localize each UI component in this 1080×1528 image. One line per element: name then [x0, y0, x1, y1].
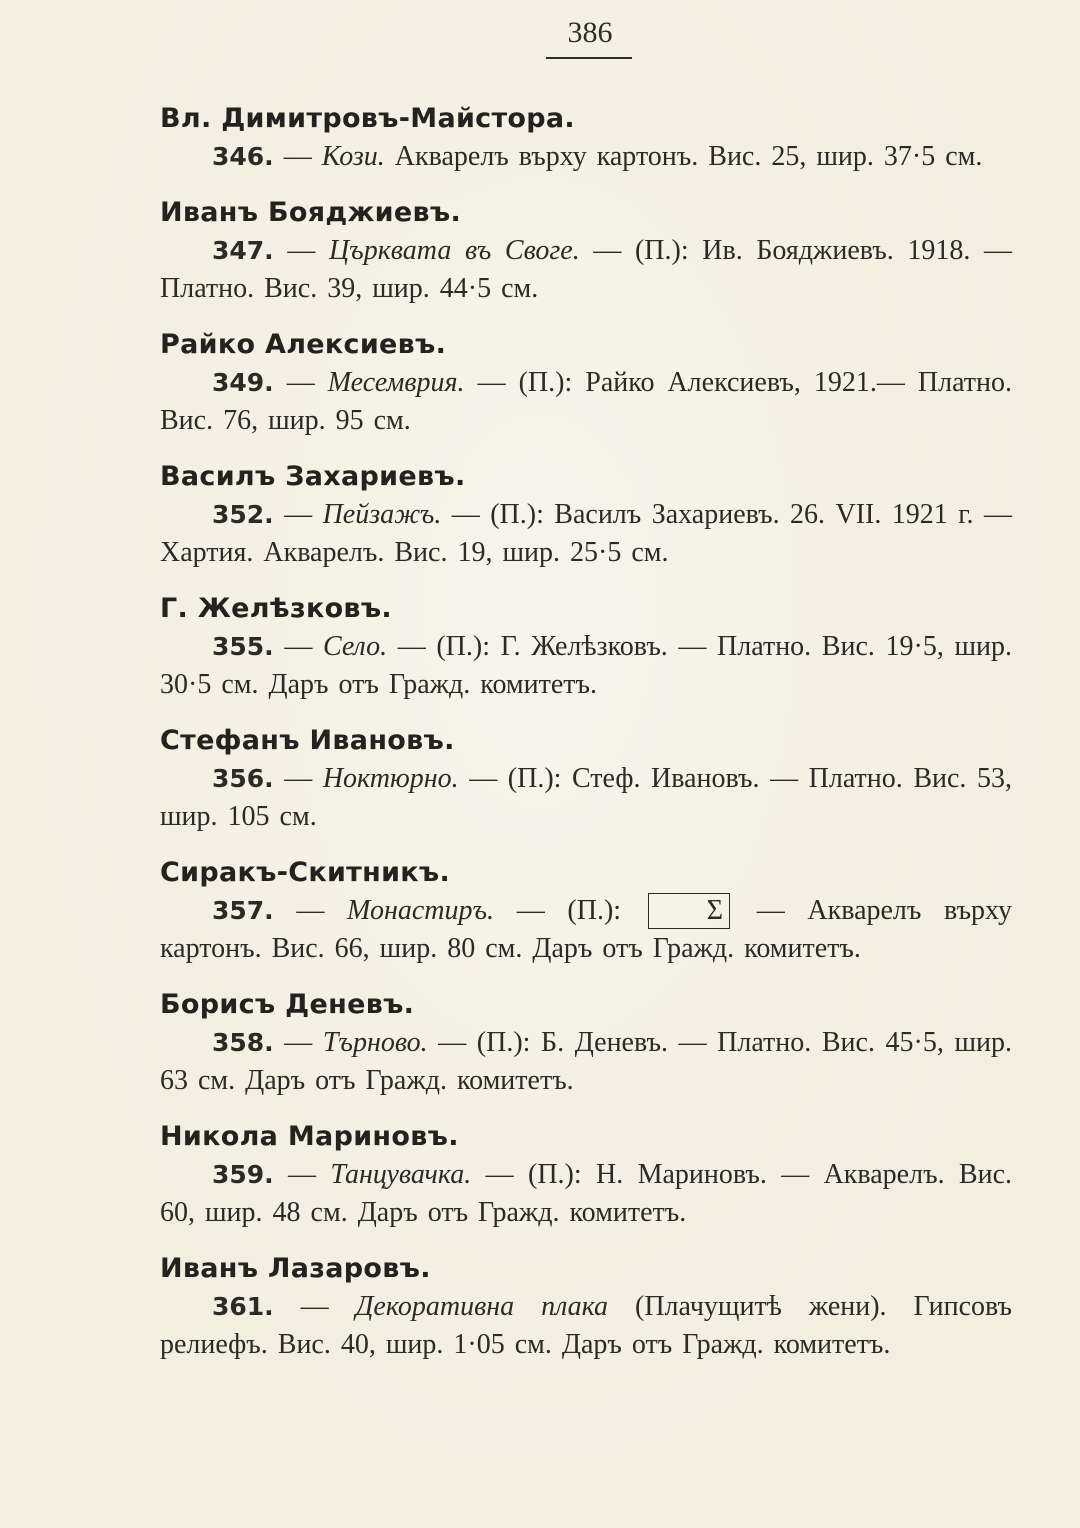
artwork-description [160, 1156, 1012, 1232]
artist-name: Сиракъ-Скитникъ. [160, 857, 451, 888]
artwork-title: Месемврия. [327, 367, 465, 398]
artwork-details: — Акварелъ върху картонъ. Вис. 66, шир. 80 см. Даръ отъ Гражд. комитетъ. [160, 895, 1012, 964]
artist-name: Г. Желѣзковъ. [160, 593, 392, 624]
dash: — [273, 1291, 356, 1322]
artwork-title: Монастиръ. [347, 895, 495, 926]
artwork-title: Село. [322, 631, 388, 662]
artwork-details: — (П.): Б. Деневъ. — Платно. Вис. 45·5, шир. 63 см. Даръ отъ Гражд. комитетъ. [160, 1027, 1012, 1096]
artwork-details: — (П.): Г. Желѣзковъ. — Платно. Вис. 19·5, шир. 30·5 см. Даръ отъ Гражд. комитетъ. [160, 631, 1013, 700]
item-number: 349. [212, 368, 274, 397]
artwork-description [160, 138, 1012, 176]
item-number: 346. [212, 142, 274, 171]
item-number: 359. [212, 1160, 274, 1189]
item-number: 361. [212, 1292, 274, 1321]
catalog-entries [160, 100, 1012, 1382]
artist-name: Борисъ Деневъ. [160, 989, 415, 1020]
dash: — [273, 367, 328, 398]
item-number: 355. [212, 632, 274, 661]
artist-name: Райко Алексиевъ. [160, 329, 447, 360]
catalog-entry [160, 722, 1012, 836]
dash: — [273, 763, 323, 794]
page-number-underline [546, 57, 632, 59]
artwork-details: — (П.): Н. Мариновъ. — Акварелъ. Вис. 60, шир. 48 см. Даръ отъ Гражд. комитетъ. [160, 1159, 1013, 1228]
artist-name: Вл. Димитровъ-Майстора. [160, 103, 575, 134]
catalog-entry [160, 100, 1012, 176]
artwork-title: Танцувачка. [330, 1159, 472, 1190]
artist-name: Иванъ Бояджиевъ. [160, 197, 462, 228]
artwork-details-prefix: — (П.): [494, 895, 644, 926]
artwork-description [160, 892, 1012, 968]
artwork-title: Пейзажъ. [322, 499, 442, 530]
artwork-details: — (П.): Василъ Захариевъ. 26. VII. 1921 г. — Хартия. Акварелъ. Вис. 19, шир. 25·5 см. [160, 499, 1012, 568]
item-number: 352. [212, 500, 274, 529]
artwork-description [160, 1024, 1012, 1100]
item-number: 357. [212, 896, 274, 925]
catalog-entry [160, 1250, 1012, 1364]
artwork-description [160, 628, 1012, 704]
artwork-title: Кози. [321, 141, 385, 172]
artwork-details: (Плачущитѣ жени). Гипсовъ релиефъ. Вис. 40, шир. 1·05 см. Даръ отъ Гражд. комитетъ. [160, 1291, 1013, 1360]
artwork-description [160, 1288, 1012, 1364]
item-number: 347. [212, 236, 274, 265]
dash: — [273, 631, 323, 662]
catalog-entry [160, 458, 1012, 572]
catalog-entry [160, 986, 1012, 1100]
artist-name: Василъ Захариевъ. [160, 461, 466, 492]
catalog-entry [160, 194, 1012, 308]
artwork-details: — (П.): Ив. Бояджиевъ. 1918. — Платно. Вис. 39, шир. 44·5 см. [160, 235, 1012, 304]
artwork-details: Акварелъ върху картонъ. Вис. 25, шир. 37·5 см. [384, 141, 983, 172]
dash: — [273, 1027, 323, 1058]
dash: — [273, 1159, 331, 1190]
artist-name: Иванъ Лазаровъ. [160, 1253, 431, 1284]
monogram-sigma-mark: Σ [648, 893, 730, 929]
artwork-title: Ноктюрно. [322, 763, 459, 794]
item-number: 358. [212, 1028, 274, 1057]
artwork-title: Декоративна плака [355, 1291, 609, 1322]
artist-name: Стефанъ Ивановъ. [160, 725, 455, 756]
artwork-details: — (П.): Райко Алексиевъ, 1921.— Платно. Вис. 76, шир. 95 см. [160, 367, 1012, 436]
artwork-details: — (П.): Стеф. Ивановъ. — Платно. Вис. 53, шир. 105 см. [160, 763, 1012, 832]
dash: — [273, 141, 322, 172]
artwork-description [160, 364, 1012, 440]
artist-name: Никола Мариновъ. [160, 1121, 459, 1152]
catalog-entry [160, 590, 1012, 704]
dash: — [273, 235, 329, 266]
page-number: 386 [567, 16, 613, 49]
artwork-description [160, 760, 1012, 836]
artwork-description [160, 232, 1012, 308]
artwork-description [160, 496, 1012, 572]
dash: — [273, 895, 348, 926]
artwork-title: Търново. [322, 1027, 428, 1058]
catalog-entry [160, 1118, 1012, 1232]
item-number: 356. [212, 764, 274, 793]
dash: — [273, 499, 323, 530]
artwork-title: Църквата въ Своге. [328, 235, 580, 266]
catalog-entry [160, 854, 1012, 968]
catalog-entry [160, 326, 1012, 440]
